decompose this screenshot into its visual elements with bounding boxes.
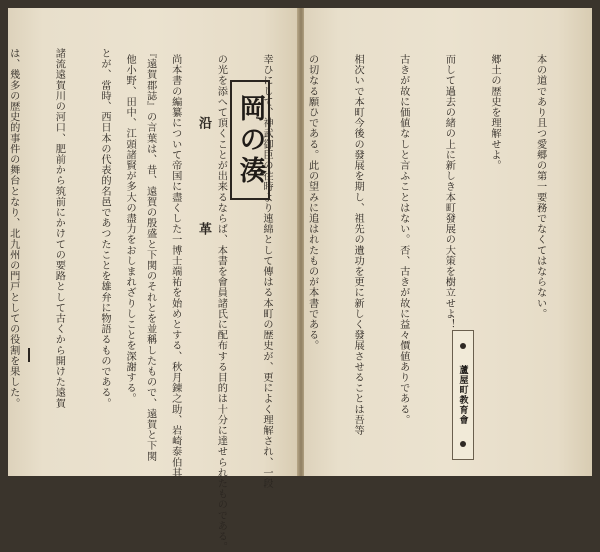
text-column: 他小野、田中、江頭諸賢が多大の盡力をおしまれざりしことを深謝する。 (124, 54, 136, 404)
text-column: 郷土の歴史を理解せよ。 (488, 54, 500, 171)
open-book (7, 8, 592, 552)
page-number (22, 368, 23, 369)
library-stamp-label (452, 330, 474, 460)
stamp-dot-icon (460, 343, 466, 349)
right-text-block (92, 54, 579, 552)
text-column: 幸ひにして、神武御臣の往時より連綿として傳はる本町の歴史が、更によく理解され、一段 (260, 54, 272, 489)
text-column: の切なる願ひである。此の望みに追はれたものが本書である。 (306, 54, 318, 351)
section-heading-second-char: 革 (196, 222, 211, 235)
stamp-dot-icon (460, 441, 466, 447)
text-column: 本の道であり且つ愛郷の第一要務でなくてはならない。 (534, 54, 546, 319)
text-column: 『遠賀郡誌』の言葉は、昔、遠賀の殷盛と下関のそれとを並稱したもので、遠賀と下関 (144, 48, 156, 462)
section-heading-first-char: 沿 (196, 116, 211, 129)
text-column: 諸流遠賀川の河口、肥前から筑前にかけての要路として古くから開けた遠賀 (53, 48, 65, 409)
text-column: は、幾多の歴史的事件の舞台となり、北九州の門戸としての役割を果した。 (7, 48, 19, 409)
chapter-title: 岡の湊 (234, 93, 266, 187)
text-column: 尚本書の編纂について帝国に盡くした一博士端祐を始めとする、秋月錬之助、岩崎泰伯其 (169, 54, 181, 478)
text-column: 古きが故に価値なしと言ふことはない。否、古きが故に益々價値ありである。 (397, 54, 409, 425)
text-column: の光を添へて頂くことが出来るならば、本書を會員諸氏に配布する目的は十分に達せられたものである。 (215, 54, 227, 552)
text-column: とが、當時、西日本の代表的名邑であつたことを雄弁に物語るものである。 (98, 48, 110, 409)
text-column: 相次いで本町今後の發展を期し、祖先の遺功を更に新しく發展させることは吾等 (352, 54, 364, 436)
stamp-text: 蘆屋町教育會 (457, 365, 468, 425)
text-column: 而して過去の緒の上に新しき本町發展の大策を樹立せよ！ (443, 54, 455, 330)
page-number-mark (28, 348, 30, 362)
